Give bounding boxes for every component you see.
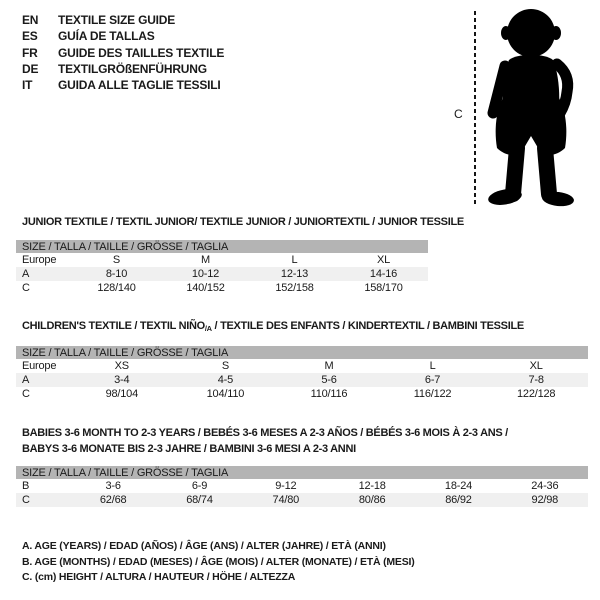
height-value: 158/170	[364, 282, 403, 294]
size-value: M	[324, 360, 334, 372]
size-value: L	[291, 254, 298, 266]
table-row-age	[16, 267, 428, 281]
row-label: A	[22, 268, 30, 280]
children-title-subscript: /A	[204, 324, 212, 333]
row-label: Europe	[22, 360, 57, 372]
height-value: 74/80	[272, 494, 300, 506]
legend-line-a: A. AGE (YEARS) / EDAD (AÑOS) / ÂGE (ANS) / ALTER (JAHRE) / ETÀ (ANNI)	[22, 540, 386, 552]
age-value: 14-16	[369, 268, 398, 280]
babies-title-line1: BABIES 3-6 MONTH TO 2-3 YEARS / BEBÉS 3-6 MESES A 2-3 AÑOS / BÉBÉS 3-6 MOIS À 2-3 ANS /	[22, 427, 508, 439]
size-value: XL	[376, 254, 391, 266]
height-value: 104/110	[206, 388, 245, 400]
guide-title-en: TEXTILE SIZE GUIDE	[58, 13, 176, 27]
age-value: 6-9	[191, 480, 208, 492]
height-value: 128/140	[97, 282, 136, 294]
junior-size-table	[16, 240, 428, 295]
right-leg-shape	[545, 148, 549, 194]
toddler-silhouette-image	[481, 8, 577, 208]
legend-line-c: C. (cm) HEIGHT / ALTURA / HAUTEUR / HÖHE / ALTEZZA	[22, 571, 296, 584]
age-value: 12-13	[280, 268, 309, 280]
language-title-list	[22, 12, 224, 93]
junior-section-title: JUNIOR TEXTILE / TEXTIL JUNIOR/ TEXTILE JUNIOR / JUNIORTEXTIL / JUNIOR TESSILE	[22, 216, 464, 228]
height-value: 86/92	[445, 494, 472, 506]
size-value: S	[112, 254, 121, 266]
legend-line-b: B. AGE (MONTHS) / EDAD (MESES) / ÂGE (MOIS) / ALTER (MONATE) / ETÀ (MESI)	[22, 555, 415, 568]
size-value: XS	[114, 360, 129, 372]
table-row-height	[16, 493, 588, 507]
size-value: L	[429, 360, 436, 372]
age-value: 9-12	[275, 480, 297, 492]
guide-title-de: TEXTILGRÖßENFÜHRUNG	[58, 61, 207, 76]
age-value: 5-6	[321, 374, 337, 386]
height-value: 110/116	[310, 388, 348, 400]
table-row-age	[16, 373, 588, 387]
children-size-table	[16, 346, 588, 401]
babies-size-table	[16, 466, 588, 507]
size-value: S	[221, 360, 229, 372]
babies-section-title	[22, 426, 508, 457]
language-code: IT	[22, 78, 33, 93]
table-row-height	[16, 387, 588, 401]
language-code: FR	[22, 45, 38, 60]
row-label: B	[22, 480, 30, 492]
size-value: M	[201, 254, 210, 266]
height-value: 62/68	[99, 494, 127, 506]
guide-title-es: GUÍA DE TALLAS	[58, 29, 155, 44]
size-header-label: SIZE / TALLA / TAILLE / GRÖSSE / TAGLIA	[22, 466, 229, 479]
language-row	[22, 61, 224, 77]
age-value: 10-12	[191, 268, 220, 280]
size-header-bar	[16, 240, 428, 253]
language-row	[22, 12, 224, 28]
children-title-pre: CHILDREN'S TEXTILE / TEXTIL NIÑO	[22, 320, 205, 332]
height-measure-label: C	[454, 107, 463, 121]
row-label: A	[22, 374, 30, 386]
age-value: 24-36	[531, 480, 559, 492]
height-value: 92/98	[531, 494, 559, 506]
age-value: 6-7	[424, 374, 441, 386]
children-title-post: / TEXTILE DES ENFANTS / KINDERTEXTIL / BAMBINI TESSILE	[211, 320, 524, 332]
language-row	[22, 28, 224, 44]
height-value: 80/86	[358, 494, 386, 506]
age-value: 4-5	[217, 374, 234, 386]
table-row-europe	[16, 253, 428, 267]
table-row-europe	[16, 359, 588, 373]
babies-title-line2: BABYS 3-6 MONATE BIS 2-3 JAHRE / BAMBINI 3-6 MESI A 2-3 ANNI	[22, 442, 356, 455]
size-value: XL	[529, 360, 543, 372]
language-code: EN	[22, 13, 39, 27]
age-value: 3-4	[114, 374, 130, 386]
language-row	[22, 45, 224, 61]
guide-title-fr: GUIDE DES TAILLES TEXTILE	[58, 45, 225, 60]
height-value: 140/152	[186, 282, 225, 294]
measurement-legend	[22, 539, 415, 586]
left-leg-shape	[513, 148, 517, 194]
size-header-label: SIZE / TALLA / TAILLE / GRÖSSE / TAGLIA	[22, 346, 229, 359]
height-measure-dashed-line	[474, 11, 476, 205]
height-value: 98/104	[105, 388, 139, 400]
shorts-shape	[496, 98, 567, 155]
height-value: 152/158	[275, 282, 314, 294]
height-value: 68/74	[186, 494, 213, 506]
age-value: 12-18	[358, 480, 386, 492]
height-value: 122/128	[516, 388, 556, 400]
row-label: C	[22, 388, 30, 400]
size-header-bar	[16, 346, 588, 359]
table-row-height	[16, 281, 428, 295]
language-row	[22, 77, 224, 93]
row-label: Europe	[22, 254, 57, 266]
row-label: C	[22, 494, 30, 506]
size-header-label: SIZE / TALLA / TAILLE / GRÖSSE / TAGLIA	[22, 240, 229, 253]
height-value: 116/122	[413, 388, 452, 400]
row-label: C	[22, 282, 30, 294]
size-header-bar	[16, 466, 588, 479]
age-value: 3-6	[105, 480, 121, 492]
head-shape	[507, 9, 555, 57]
children-section-title	[22, 319, 524, 337]
language-code: ES	[22, 29, 38, 44]
guide-title-it: GUIDA ALLE TAGLIE TESSILI	[58, 78, 221, 93]
language-code: DE	[22, 61, 39, 76]
age-value: 8-10	[105, 268, 128, 280]
age-value: 18-24	[444, 480, 473, 492]
age-value: 7-8	[528, 374, 544, 386]
table-row-age-months	[16, 479, 588, 493]
